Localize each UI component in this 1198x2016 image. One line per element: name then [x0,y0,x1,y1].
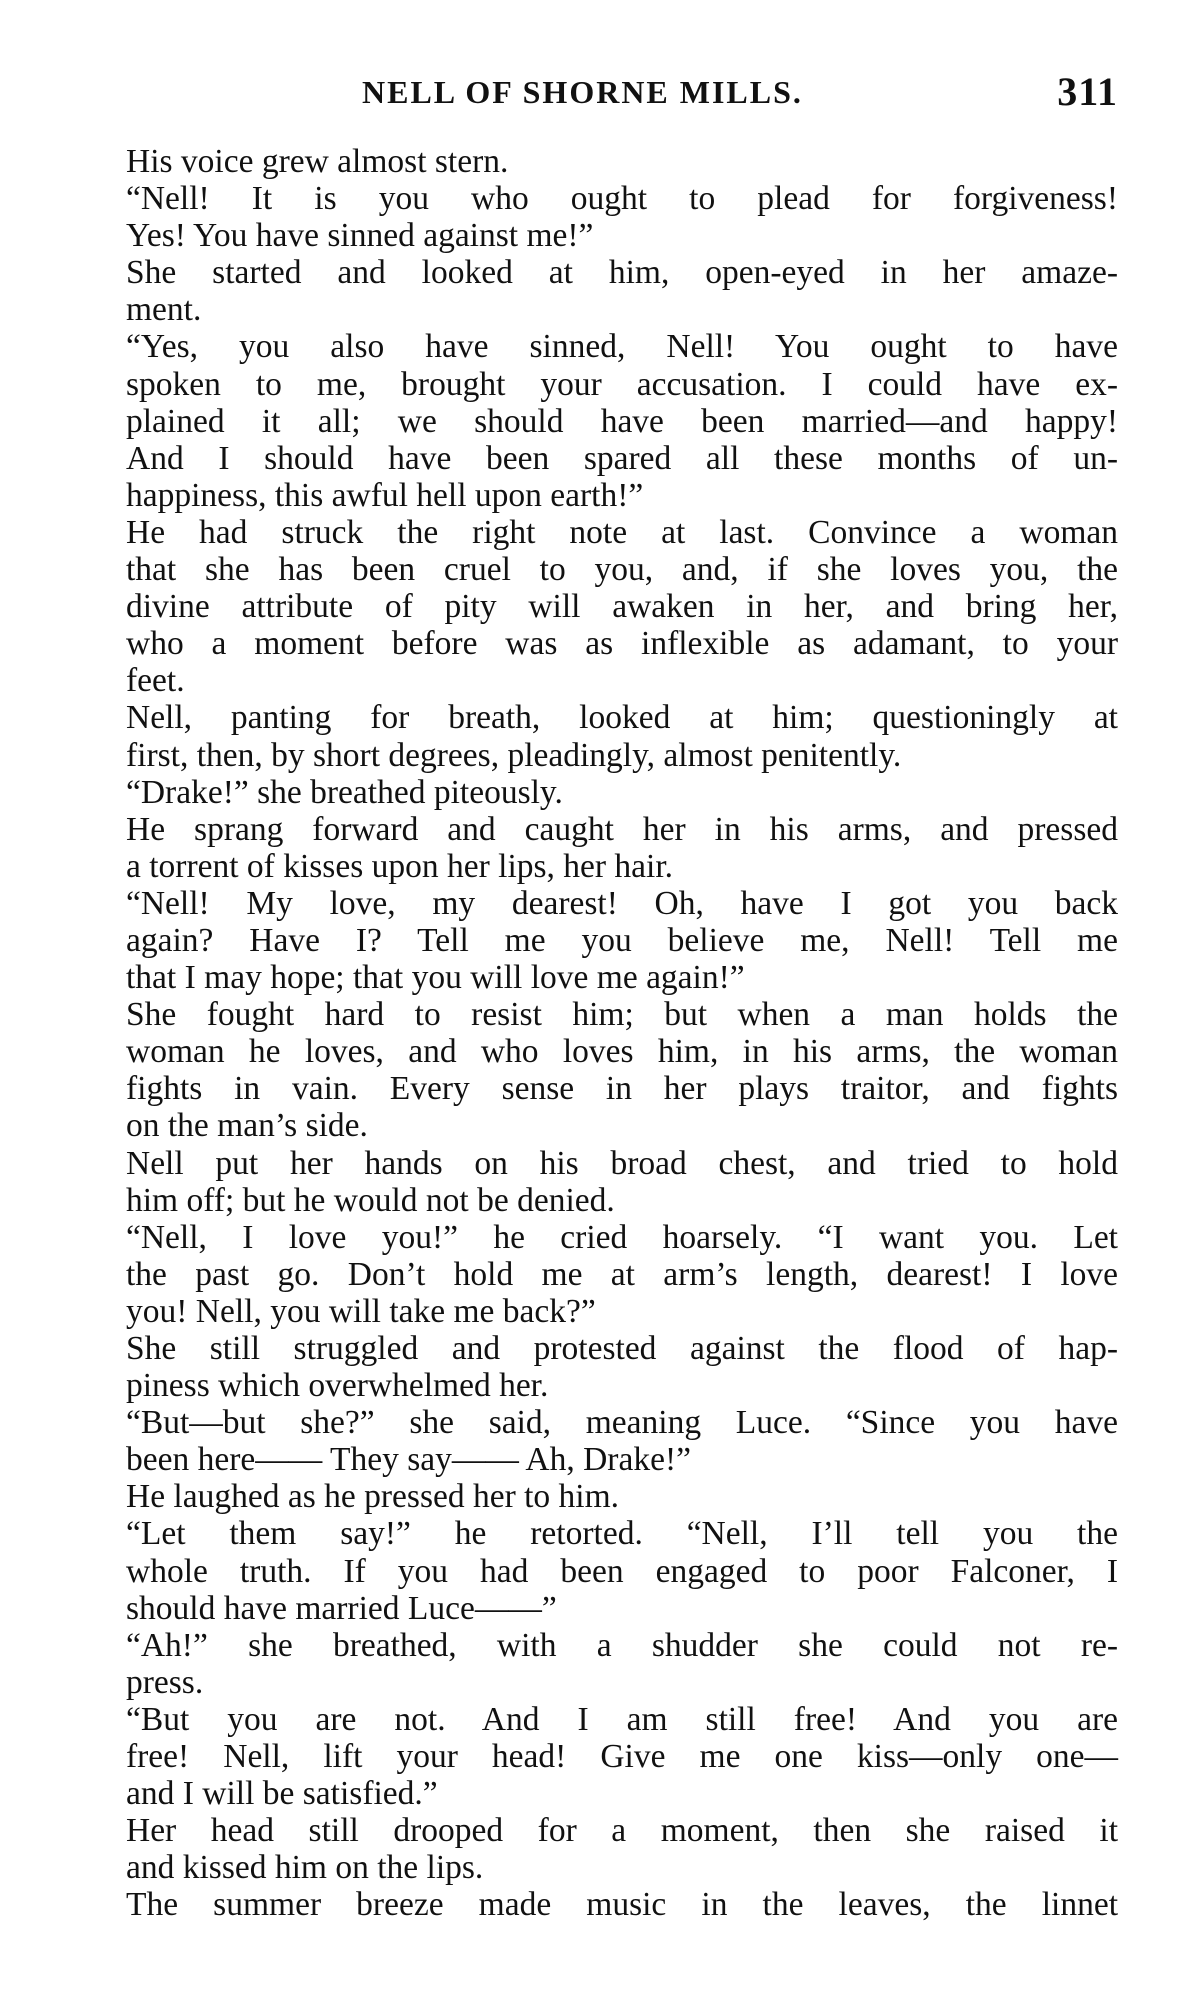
paragraph [82,699,1118,773]
text-line: you! Nell, you will take me back?” [126,1292,596,1330]
text-line: The summer breeze made music in the leaves, the linnet [126,1886,1118,1924]
paragraph [82,254,1118,328]
text-line: feet. [126,662,185,700]
paragraph [82,1404,1118,1478]
text-line: “Yes, you also have sinned, Nell! You ought to have [126,328,1118,366]
text-line: that I may hope; that you will love me again!” [126,959,745,997]
paragraph [82,180,1118,254]
paragraph [82,1812,1118,1886]
text-line: woman he loves, and who loves him, in his arms, the woman [126,1033,1118,1071]
text-line: She still struggled and protested against the flood of hap- [126,1330,1118,1367]
text-line: “Nell, I love you!” he cried hoarsely. “I want you. Let [126,1218,1118,1256]
running-title: NELL OF SHORNE MILLS. [362,74,803,110]
text-line: first, then, by short degrees, pleadingly, almost penitently. [126,736,902,774]
text-line: free! Nell, lift your head! Give me one kiss—only one— [126,1738,1118,1776]
paragraph [82,1330,1118,1404]
text-line: the past go. Don’t hold me at arm’s length, dearest! I love [126,1255,1118,1293]
text-line: He sprang forward and caught her in his arms, and pressed [126,810,1118,848]
text-line: “But—but she?” she said, meaning Luce. “Since you have [126,1404,1118,1442]
paragraph [82,1701,1118,1812]
text-line: fights in vain. Every sense in her plays traitor, and fights [126,1070,1118,1108]
text-line: press. [126,1663,204,1701]
text-line: plained it all; we should have been married—and happy! [126,402,1118,440]
text-line: He laughed as he pressed her to him. [126,1478,620,1516]
text-line: Nell put her hands on his broad chest, and tried to hold [126,1144,1118,1182]
paragraph [82,514,1118,699]
text-line: Yes! You have sinned against me!” [126,217,594,255]
paragraph [82,1145,1118,1219]
running-header [82,68,1118,112]
paragraph [82,1219,1118,1330]
text-line: And I should have been spared all these months of un- [126,439,1118,477]
paragraph [82,996,1118,1144]
page-number: 311 [1057,69,1118,114]
text-line: spoken to me, brought your accusation. I could have ex- [126,365,1118,403]
text-line: “Nell! My love, my dearest! Oh, have I got you back [126,884,1118,922]
paragraph [82,1478,1118,1515]
text-line: who a moment before was as inflexible as adamant, to your [126,625,1118,663]
text-line: He had struck the right note at last. Convince a woman [126,513,1118,551]
body-text [82,143,1118,1924]
text-line: a torrent of kisses upon her lips, her hair. [126,847,674,885]
text-line: Nell, panting for breath, looked at him; questioningly at [126,699,1118,737]
text-line: “Nell! It is you who ought to plead for forgiveness! [126,180,1118,218]
paragraph [82,774,1118,811]
text-line: on the man’s side. [126,1107,368,1145]
text-line: should have married Luce——” [126,1589,557,1627]
paragraph [82,885,1118,996]
text-line: happiness, this awful hell upon earth!” [126,476,644,514]
paragraph [82,811,1118,885]
text-line: “Ah!” she breathed, with a shudder she could not re- [126,1626,1118,1664]
paragraph [82,1886,1118,1923]
text-line: She fought hard to resist him; but when a man holds the [126,996,1118,1034]
text-line: “Let them say!” he retorted. “Nell, I’ll tell you the [126,1515,1118,1553]
text-line: Her head still drooped for a moment, then she raised it [126,1812,1118,1850]
text-line: “But you are not. And I am still free! And you are [126,1700,1118,1738]
text-line: piness which overwhelmed her. [126,1367,549,1405]
text-line: him off; but he would not be denied. [126,1181,615,1219]
text-line: whole truth. If you had been engaged to poor Falconer, I [126,1552,1118,1590]
text-line: that she has been cruel to you, and, if she loves you, the [126,551,1118,589]
text-line: His voice grew almost stern. [126,143,509,180]
text-line: again? Have I? Tell me you believe me, Nell! Tell me [126,921,1118,959]
paragraph [82,1627,1118,1701]
text-line: ment. [126,291,202,329]
text-line: been here—— They say—— Ah, Drake!” [126,1441,691,1479]
text-line: “Drake!” she breathed piteously. [126,773,563,811]
text-line: divine attribute of pity will awaken in her, and bring her, [126,588,1118,626]
paragraph [82,328,1118,513]
text-line: She started and looked at him, open-eyed in her amaze- [126,254,1118,292]
paragraph [82,1515,1118,1626]
text-line: and I will be satisfied.” [126,1775,438,1813]
text-line: and kissed him on the lips. [126,1849,484,1887]
paragraph [82,143,1118,180]
